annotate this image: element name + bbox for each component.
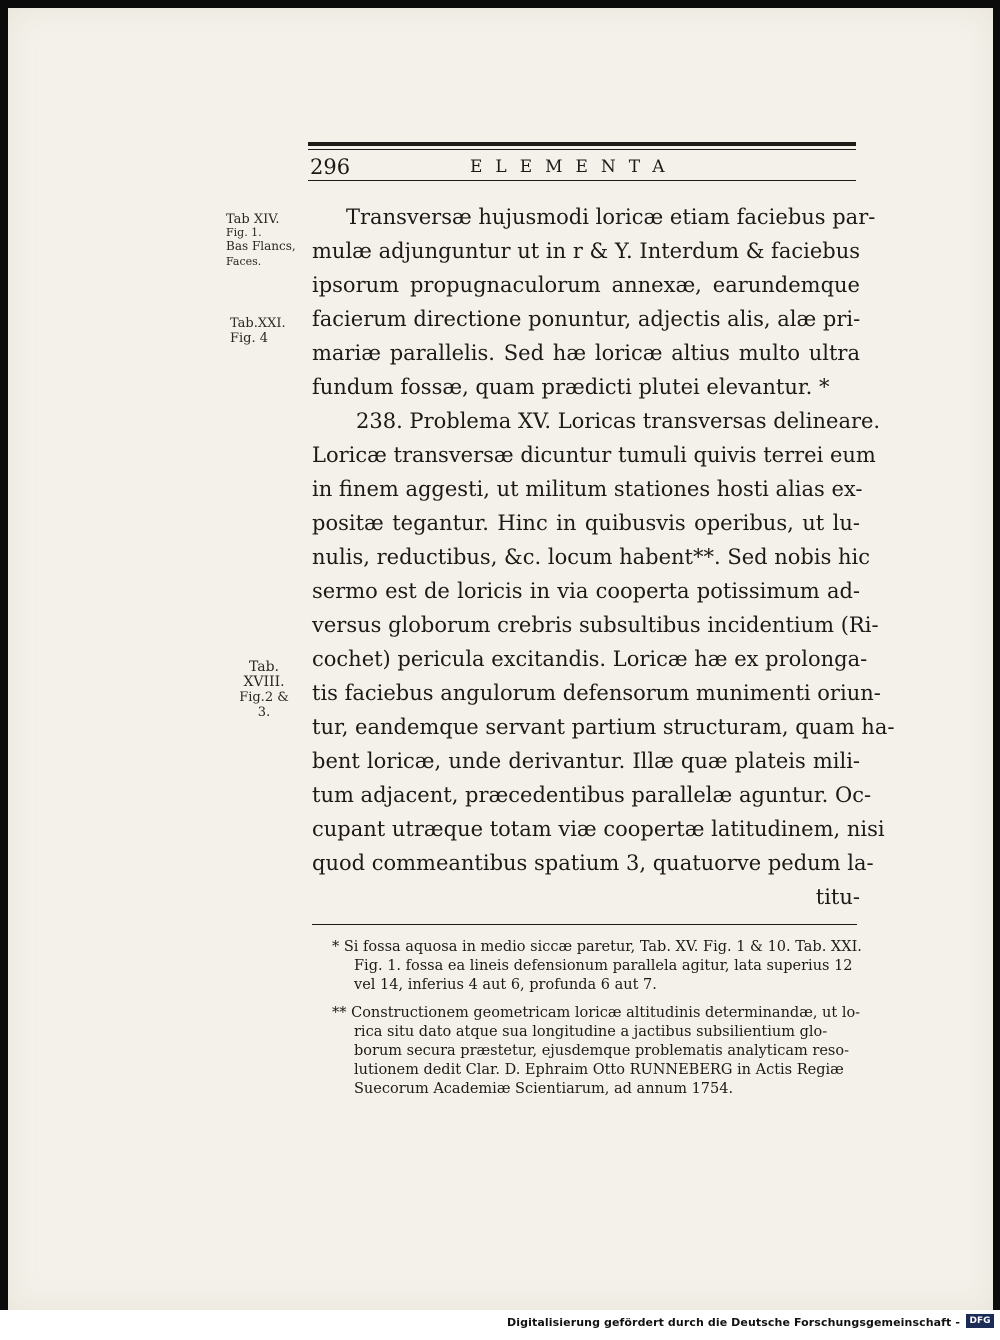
- body-text: [312, 200, 895, 914]
- text-line: mariæ parallelis. Sed hæ loricæ altius multo ultra: [312, 341, 860, 365]
- header-rule-thin: [308, 149, 856, 150]
- page-number: 296: [310, 155, 351, 179]
- text-line: nulis, reductibus, &c. locum habent**. Sed nobis hic: [312, 545, 871, 569]
- scan-border-top: [0, 0, 1000, 8]
- footnote-line: Fig. 1. fossa ea lineis defensionum parallela agitur, lata superius 12: [354, 958, 853, 974]
- scan-border-right: [993, 0, 1000, 1318]
- text-line: versus globorum crebris subsultibus incidentium (Ri-: [312, 613, 879, 637]
- text-line: cochet) pericula excitandis. Loricæ hæ ex prolonga-: [312, 647, 868, 671]
- margin-note-line: Tab XIV.: [226, 212, 280, 227]
- margin-note-line: Tab.: [248, 659, 279, 675]
- margin-note-line: Bas Flancs,: [226, 239, 296, 253]
- text-line: bent loricæ, unde derivantur. Illæ quæ plateis mili-: [312, 749, 860, 773]
- footnote-line: borum secura præstetur, ejusdemque problematis analyticam reso-: [354, 1043, 849, 1059]
- footnote-line: ** Constructionem geometricam loricæ altitudinis determinandæ, ut lo-: [332, 1005, 861, 1021]
- header-rule-thick: [308, 142, 856, 146]
- margin-note-line: Faces.: [226, 255, 262, 268]
- margin-note-line: Fig. 4: [230, 331, 269, 346]
- footnote-line: * Si fossa aquosa in medio siccæ paretur, Tab. XV. Fig. 1 & 10. Tab. XXI.: [332, 939, 862, 955]
- footnote-line: rica situ dato atque sua longitudine a jactibus subsilientium glo-: [354, 1024, 828, 1040]
- footnote-rule: [312, 924, 857, 925]
- text-line: facierum directione ponuntur, adjectis alis, alæ pri-: [312, 307, 861, 331]
- text-line: cupant utræque totam viæ coopertæ latitudinem, nisi: [312, 817, 885, 841]
- margin-note-line: Fig.2 & 3.: [239, 690, 289, 720]
- text-line: quod commeantibus spatium 3, quatuorve pedum la-: [312, 851, 874, 875]
- text-line: in finem aggesti, ut militum stationes hosti alias ex-: [312, 477, 863, 501]
- text-line: mulæ adjunguntur ut in r & Y. Interdum & faciebus: [312, 239, 860, 263]
- margin-note-line: XVIII.: [243, 674, 285, 690]
- text-line: positæ tegantur. Hinc in quibusvis operibus, ut lu-: [312, 511, 860, 535]
- margin-note-tab-xiv: [226, 212, 296, 269]
- digitization-credit: Digitalisierung gefördert durch die Deutsche Forschungsgemeinschaft -: [507, 1316, 960, 1329]
- section-heading-line: 238. Problema XV. Loricas transversas delineare.: [356, 409, 881, 433]
- text-line: sermo est de loricis in via cooperta potissimum ad-: [312, 579, 860, 603]
- dfg-logo: DFG: [966, 1314, 994, 1328]
- text-line: tur, eandemque servant partium structuram, quam ha-: [312, 715, 895, 739]
- text-line: tis faciebus angulorum defensorum munimenti oriun-: [312, 681, 881, 705]
- running-title: ELEMENTA: [470, 157, 678, 177]
- footnote-line: vel 14, inferius 4 aut 6, profunda 6 aut 7.: [354, 977, 657, 993]
- margin-note-tab-xviii: [232, 660, 296, 720]
- catchword: titu-: [815, 885, 860, 909]
- margin-note-line: Tab.XXI.: [230, 316, 286, 331]
- header-rule-bottom: [308, 180, 856, 181]
- margin-note-line: Fig. 1.: [226, 226, 262, 239]
- text-line: ipsorum propugnaculorum annexæ, earundemque: [312, 273, 860, 297]
- margin-note-tab-xxi: [230, 316, 286, 346]
- text-line: tum adjacent, præcedentibus parallelæ aguntur. Oc-: [312, 783, 872, 807]
- footnote-line: lutionem dedit Clar. D. Ephraim Otto RUNNEBERG in Actis Regiæ: [354, 1062, 844, 1078]
- scan-border-left: [0, 0, 8, 1318]
- text-line: Transversæ hujusmodi loricæ etiam faciebus par-: [346, 205, 876, 229]
- text-line: Loricæ transversæ dicuntur tumuli quivis terrei eum: [312, 443, 876, 467]
- footnote-1: [312, 938, 860, 995]
- footnote-line: Suecorum Academiæ Scientiarum, ad annum 1754.: [354, 1081, 734, 1097]
- text-line: fundum fossæ, quam prædicti plutei elevantur. *: [312, 375, 830, 399]
- footnote-2: [312, 1004, 860, 1099]
